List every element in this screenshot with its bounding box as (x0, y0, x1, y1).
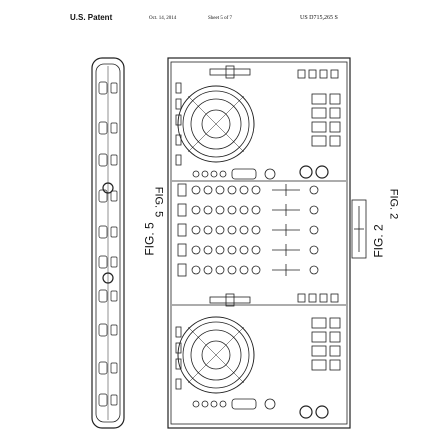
browse-knob (300, 166, 312, 178)
hotcue-button (309, 294, 316, 302)
hotcue-button (331, 294, 338, 302)
fx-knob (211, 401, 217, 407)
performance-pad (312, 108, 326, 118)
performance-pad (312, 332, 326, 342)
hotcue-button (298, 70, 305, 78)
eq-knob (192, 206, 200, 214)
eq-knob (252, 266, 260, 274)
mode-button (330, 136, 340, 146)
fx-knob (202, 171, 208, 177)
performance-pad (312, 136, 326, 146)
eq-knob (192, 186, 200, 194)
browse-knob (316, 406, 328, 418)
eq-knob (240, 246, 248, 254)
transport-button (176, 327, 181, 337)
eq-knob (216, 266, 224, 274)
cue-knob (310, 226, 318, 234)
cue-knob (310, 246, 318, 254)
fx-knob (220, 401, 226, 407)
eq-knob (228, 206, 236, 214)
side-knob (99, 324, 107, 336)
fx-knob (211, 171, 217, 177)
eq-knob (192, 246, 200, 254)
eq-knob (240, 206, 248, 214)
side-knob (99, 256, 107, 268)
eq-knob (216, 186, 224, 194)
eq-knob (204, 226, 212, 234)
hotcue-button (298, 294, 305, 302)
mode-button (330, 332, 340, 342)
side-control (111, 395, 117, 405)
mode-button (330, 318, 340, 328)
side-control (111, 191, 117, 201)
eq-knob (216, 246, 224, 254)
eq-knob (204, 206, 212, 214)
mode-button (330, 122, 340, 132)
eq-knob (192, 226, 200, 234)
fig2-label: FIG. 2 (371, 224, 386, 258)
eq-knob (204, 246, 212, 254)
sheet-number: Sheet 5 of 7 (208, 16, 233, 21)
eq-knob (228, 266, 236, 274)
browse-knob (316, 166, 328, 178)
fx-level-knob (265, 399, 275, 409)
fx-knob (193, 171, 199, 177)
patent-date: Oct. 14, 2014 (149, 16, 177, 21)
side-knob (99, 226, 107, 238)
hotcue-button (320, 294, 327, 302)
side-view-controller (92, 58, 124, 428)
transport-button (176, 83, 181, 93)
hotcue-button (320, 70, 327, 78)
mode-button (330, 360, 340, 370)
side-knob (99, 362, 107, 374)
side-knob (99, 122, 107, 134)
eq-knob (252, 226, 260, 234)
performance-pad (312, 122, 326, 132)
channel-button (178, 184, 186, 196)
eq-knob (240, 226, 248, 234)
top-deck (178, 86, 254, 162)
performance-pad (312, 360, 326, 370)
cue-knob (310, 186, 318, 194)
patent-label: U.S. Patent (70, 13, 113, 22)
transport-button (176, 155, 181, 165)
side-knob (99, 290, 107, 302)
cue-knob (310, 206, 318, 214)
fx-knob (202, 401, 208, 407)
browse-knob (300, 406, 312, 418)
side-control (111, 155, 117, 165)
eq-knob (216, 226, 224, 234)
channel-button (178, 244, 186, 256)
eq-knob (192, 266, 200, 274)
cue-knob (310, 266, 318, 274)
side-knob (99, 82, 107, 94)
hotcue-button (331, 70, 338, 78)
patent-number: US D715,265 S (300, 15, 338, 21)
side-knob (99, 190, 107, 202)
eq-knob (252, 186, 260, 194)
fig5-label-mirrored: FIG. 5 (152, 186, 165, 218)
performance-pad (312, 94, 326, 104)
eq-knob (252, 246, 260, 254)
mode-button (330, 94, 340, 104)
channel-button (178, 204, 186, 216)
eq-knob (240, 186, 248, 194)
fx-level-knob (265, 169, 275, 179)
side-control (111, 83, 117, 93)
transport-button (176, 99, 181, 109)
side-knob (99, 394, 107, 406)
mode-button (330, 346, 340, 356)
fx-knob (193, 401, 199, 407)
performance-pad (312, 346, 326, 356)
mode-button (330, 108, 340, 118)
fx-knob (220, 171, 226, 177)
side-knob (99, 154, 107, 166)
hotcue-button (309, 70, 316, 78)
channel-button (178, 224, 186, 236)
loop-control (232, 169, 256, 179)
fig5-label: FIG. 5 (142, 222, 157, 256)
eq-knob (204, 186, 212, 194)
side-control (111, 363, 117, 373)
channel-button (178, 264, 186, 276)
side-control (111, 325, 117, 335)
side-control (111, 227, 117, 237)
eq-knob (204, 266, 212, 274)
transport-button (176, 379, 181, 389)
eq-knob (216, 206, 224, 214)
performance-pad (312, 318, 326, 328)
eq-knob (240, 266, 248, 274)
fig2-label-mirrored: FIG. 2 (387, 188, 400, 220)
bottom-deck (178, 317, 254, 393)
top-view-controller (168, 58, 350, 428)
loop-control (232, 399, 256, 409)
side-control (111, 291, 117, 301)
eq-knob (228, 186, 236, 194)
eq-knob (252, 206, 260, 214)
eq-knob (228, 226, 236, 234)
side-control (111, 123, 117, 133)
side-control (111, 257, 117, 267)
eq-knob (228, 246, 236, 254)
